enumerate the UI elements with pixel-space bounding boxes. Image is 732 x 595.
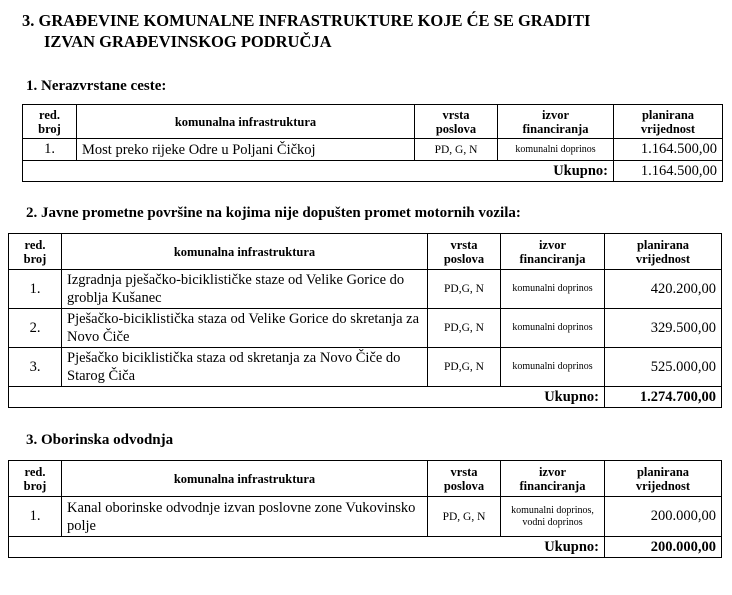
header-infrastruktura: komunalna infrastruktura <box>62 234 428 270</box>
main-title-line-2: IZVAN GRAĐEVINSKOG PODRUČJA <box>44 32 332 51</box>
header-vrsta-poslova: vrsta poslova <box>428 461 501 497</box>
table-row <box>9 497 722 537</box>
row-infrastructure: Pješačko biciklistička staza od skretanja za Novo Čiče do Starog Čiča <box>62 348 428 387</box>
row-number: 1. <box>9 270 62 309</box>
main-title <box>22 10 590 52</box>
table-row <box>9 309 722 348</box>
row-vrsta: PD,G, N <box>428 348 501 387</box>
main-title-line-1: 3. GRAĐEVINE KOMUNALNE INFRASTRUKTURE KOJE ĆE SE GRADITI <box>22 11 591 30</box>
section-1-table <box>22 104 723 182</box>
table-row <box>9 270 722 309</box>
row-vrsta: PD, G, N <box>428 497 501 537</box>
table-header-row <box>23 105 723 139</box>
header-izvor-financiranja: izvor financiranja <box>498 105 614 139</box>
row-vrsta: PD,G, N <box>428 270 501 309</box>
header-vrsta-poslova: vrsta poslova <box>428 234 501 270</box>
total-label: Ukupno: <box>23 161 614 182</box>
row-number: 1. <box>23 139 77 161</box>
header-red-broj: red. broj <box>9 461 62 497</box>
header-planirana-vrijednost: planirana vrijednost <box>614 105 723 139</box>
header-infrastruktura: komunalna infrastruktura <box>77 105 415 139</box>
total-value: 1.164.500,00 <box>614 161 723 182</box>
table-row <box>9 348 722 387</box>
row-izvor: komunalni doprinos, vodni doprinos <box>501 497 605 537</box>
header-red-broj: red. broj <box>9 234 62 270</box>
row-infrastructure: Most preko rijeke Odre u Poljani Čičkoj <box>77 139 415 161</box>
section-3-title: 3. Oborinska odvodnja <box>26 432 174 448</box>
row-value: 525.000,00 <box>605 348 722 387</box>
total-value: 1.274.700,00 <box>605 387 722 408</box>
row-number: 3. <box>9 348 62 387</box>
header-red-broj: red. broj <box>23 105 77 139</box>
row-infrastructure: Kanal oborinske odvodnje izvan poslovne zone Vukovinsko polje <box>62 497 428 537</box>
row-izvor: komunalni doprinos <box>501 309 605 348</box>
row-value: 1.164.500,00 <box>614 139 723 161</box>
row-infrastructure: Pješačko-biciklistička staza od Velike Gorice do skretanja za Novo Čiče <box>62 309 428 348</box>
total-value: 200.000,00 <box>605 537 722 558</box>
row-vrsta: PD,G, N <box>428 309 501 348</box>
row-value: 200.000,00 <box>605 497 722 537</box>
table-row <box>23 139 723 161</box>
row-vrsta: PD, G, N <box>415 139 498 161</box>
total-row <box>9 387 722 408</box>
header-izvor-financiranja: izvor financiranja <box>501 234 605 270</box>
header-planirana-vrijednost: planirana vrijednost <box>605 461 722 497</box>
total-label: Ukupno: <box>9 537 605 558</box>
row-value: 420.200,00 <box>605 270 722 309</box>
header-vrsta-poslova: vrsta poslova <box>415 105 498 139</box>
row-infrastructure: Izgradnja pješačko-biciklističke staze od Velike Gorice do groblja Kušanec <box>62 270 428 309</box>
section-3-table <box>8 460 722 558</box>
header-planirana-vrijednost: planirana vrijednost <box>605 234 722 270</box>
row-izvor: komunalni doprinos <box>501 270 605 309</box>
header-infrastruktura: komunalna infrastruktura <box>62 461 428 497</box>
row-izvor: komunalni doprinos <box>498 139 614 161</box>
section-2-title: 2. Javne prometne površine na kojima nije dopušten promet motornih vozila: <box>26 205 521 221</box>
row-izvor: komunalni doprinos <box>501 348 605 387</box>
table-header-row <box>9 461 722 497</box>
row-number: 1. <box>9 497 62 537</box>
header-izvor-financiranja: izvor financiranja <box>501 461 605 497</box>
section-1-title: 1. Nerazvrstane ceste: <box>26 78 167 94</box>
row-number: 2. <box>9 309 62 348</box>
table-header-row <box>9 234 722 270</box>
total-row <box>9 537 722 558</box>
section-2-table <box>8 233 722 408</box>
total-row <box>23 161 723 182</box>
row-value: 329.500,00 <box>605 309 722 348</box>
total-label: Ukupno: <box>9 387 605 408</box>
